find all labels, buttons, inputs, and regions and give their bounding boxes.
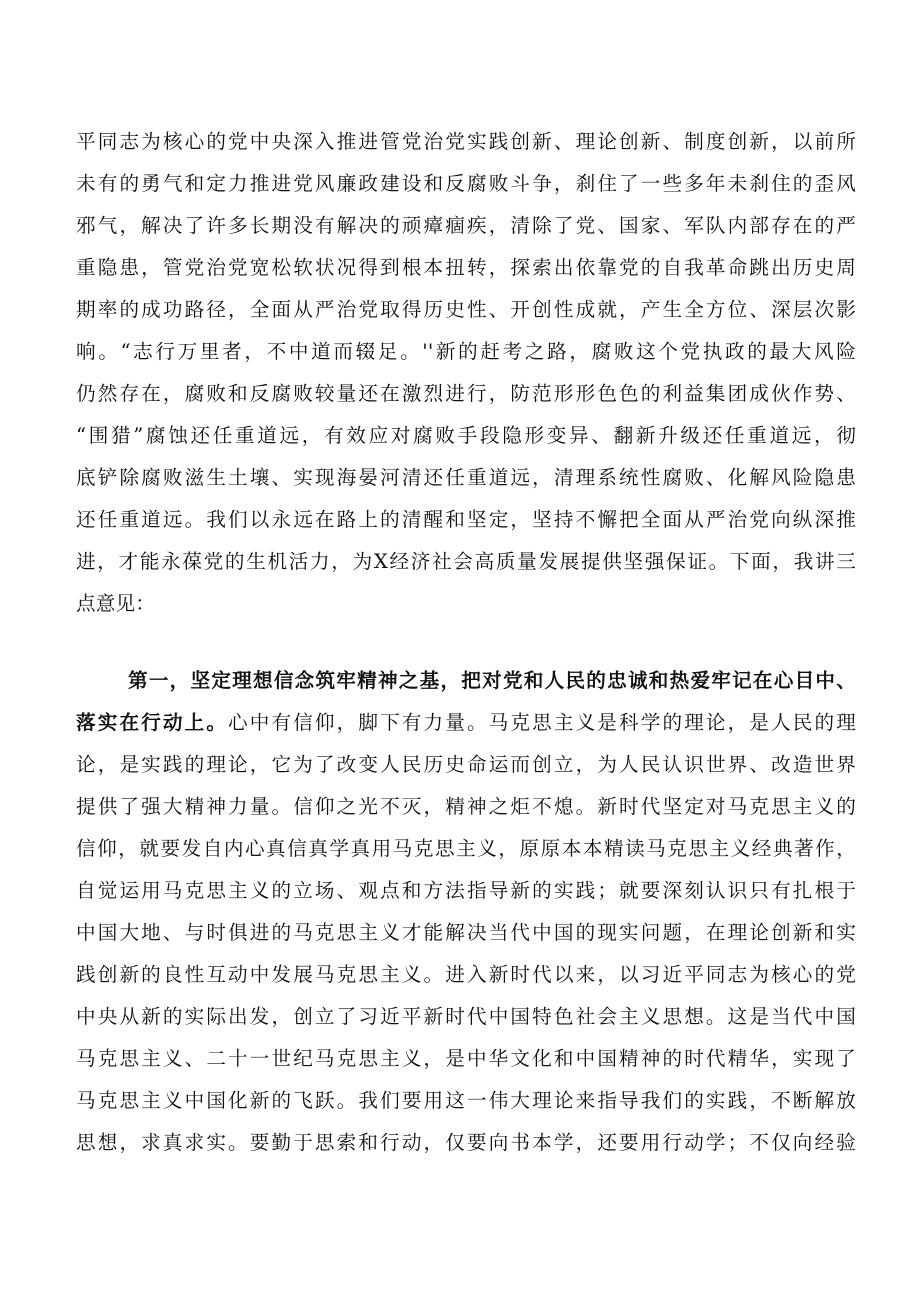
text-line: 期率的成功路径，全面从严治党取得历史性、开创性成就，产生全方位、深层次影	[76, 298, 856, 321]
text-line: 论，是实践的理论，它为了改变人民历史命运而创立，为人民认识世界、改造世界	[76, 753, 856, 776]
text-line: 响。“志行万里者，不中道而辍足。''新的赶考之路，腐败这个党执政的最大风险	[76, 340, 856, 363]
section-heading-continued: 落实在行动上。	[76, 711, 229, 734]
text-line	[76, 710, 856, 736]
text-line: 进，才能永葆党的生机活力，为X经济社会高质量发展提供坚强保证。下面，我讲三	[76, 550, 856, 573]
text-line: 重隐患，管党治党宽松软状况得到根本扭转，探索出依靠党的自我革命跳出历史周	[76, 256, 856, 279]
text-line: 思想，求真求实。要勤于思索和行动，仅要向书本学，还要用行动学；不仅向经验	[76, 1131, 856, 1154]
text-line: 点意见：	[76, 592, 155, 615]
text-line: 马克思主义、二十一世纪马克思主义，是中华文化和中国精神的时代精华，实现了	[76, 1047, 856, 1070]
text-line: 中央从新的实际出发，创立了习近平新时代中国特色社会主义思想。这是当代中国	[76, 1005, 856, 1028]
text-line: 践创新的良性互动中发展马克思主义。进入新时代以来，以习近平同志为核心的党	[76, 963, 856, 986]
text-line: 平同志为核心的党中央深入推进管党治党实践创新、理论创新、制度创新，以前所	[76, 130, 856, 153]
text-line: 信仰，就要发自内心真信真学真用马克思主义，原原本本精读马克思主义经典著作，	[76, 837, 856, 860]
text-line: 仍然存在，腐败和反腐败较量还在激烈进行，防范形形色色的利益集团成伙作势、	[76, 382, 856, 405]
text-line: 中国大地、与时俱进的马克思主义才能解决当代中国的现实问题，在理论创新和实	[76, 921, 856, 944]
text-line: 马克思主义中国化新的飞跃。我们要用这一伟大理论来指导我们的实践，不断解放	[76, 1089, 856, 1112]
text-line: 提供了强大精神力量。信仰之光不灭，精神之炬不熄。新时代坚定对马克思主义的	[76, 795, 856, 818]
section-heading: 第一，坚定理想信念筑牢精神之基，把对党和人民的忠诚和热爱牢记在心目中、	[128, 669, 856, 692]
text-line: 未有的勇气和定力推进党风廉政建设和反腐败斗争，刹住了一些多年未刹住的歪风	[76, 172, 856, 195]
text-line: 底铲除腐败滋生土壤、实现海晏河清还任重道远，清理系统性腐败、化解风险隐患	[76, 466, 856, 489]
text-run: 心中有信仰，脚下有力量。马克思主义是科学的理论，是人民的理	[228, 711, 856, 734]
text-line: “围猎”腐蚀还任重道远，有效应对腐败手段隐形变异、翻新升级还任重道远，彻	[76, 424, 856, 447]
text-line: 还任重道远。我们以永远在路上的清醒和坚定，坚持不懈把全面从严治党向纵深推	[76, 508, 856, 531]
text-line: 自觉运用马克思主义的立场、观点和方法指导新的实践；就要深刻认识只有扎根于	[76, 879, 856, 902]
text-line: 邪气，解决了许多长期没有解决的顽瘴痼疾，清除了党、国家、军队内部存在的严	[76, 214, 856, 237]
